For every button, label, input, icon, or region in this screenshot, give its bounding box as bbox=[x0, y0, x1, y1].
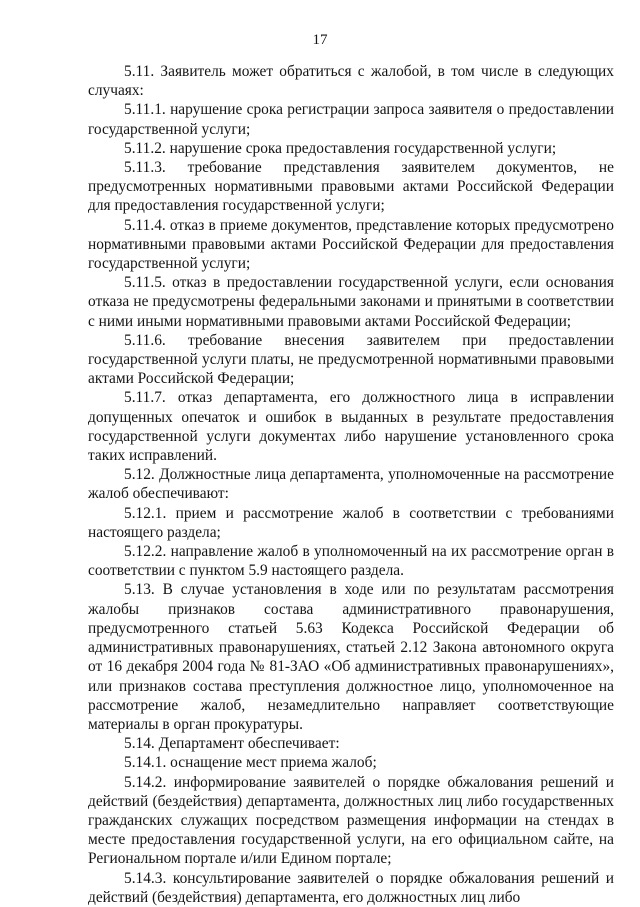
paragraph-5-11-1: 5.11.1. нарушение срока регистрации запроса заявителя о предоставлении государственной услуги; bbox=[88, 101, 614, 138]
paragraph-5-11-2: 5.11.2. нарушение срока предоставления государственной услуги; bbox=[124, 139, 557, 157]
paragraph-5-11-4: 5.11.4. отказ в приеме документов, представление которых предусмотрено нормативными правовыми актами Российской Федерации для предоставления государственной услуги; bbox=[88, 216, 614, 273]
paragraph-5-14: 5.14. Департамент обеспечивает: bbox=[124, 735, 340, 753]
document-body bbox=[88, 62, 614, 907]
paragraph-5-14-2: 5.14.2. информирование заявителей о порядке обжалования решений и действий (бездействия) департамента, должностных лиц либо государственных гражданских служащих посредством размещения информации на стендах в месте предоставления государственной услуги, на его официальном сайте, на Региональном портале и/или Едином портале; bbox=[88, 773, 614, 868]
paragraph-5-11-7: 5.11.7. отказ департамента, его должностного лица в исправлении допущенных опечаток и ошибок в выданных в результате предоставления государственной услуги документах либо нарушение установленного срока таких исправлений. bbox=[88, 389, 614, 465]
paragraph-5-11: 5.11. Заявитель может обратиться с жалобой, в том числе в следующих случаях: bbox=[88, 63, 614, 100]
page-number: 17 bbox=[312, 32, 328, 48]
paragraph-5-12-2: 5.12.2. направление жалоб в уполномоченный на их рассмотрение орган в соответствии с пунктом 5.9 настоящего раздела. bbox=[88, 543, 614, 580]
paragraph-5-14-3: 5.14.3. консультирование заявителей о порядке обжалования решений и действий (бездействия) департамента, его должностных лиц либо bbox=[88, 869, 614, 906]
paragraph-5-12: 5.12. Должностные лица департамента, уполномоченные на рассмотрение жалоб обеспечивают: bbox=[88, 466, 614, 503]
paragraph-5-11-5: 5.11.5. отказ в предоставлении государственной услуги, если основания отказа не предусмотрены федеральными законами и принятыми в соответствии с ними иными нормативными правовыми актами Российской Федерации; bbox=[88, 274, 614, 330]
paragraph-5-13: 5.13. В случае установления в ходе или по результатам рассмотрения жалобы признаков состава административного правонарушения, предусмотренного статьей 5.63 Кодекса Российской Федерации об административных правонарушениях, статьей 2.12 Закона автономного округа от 16 декабря 2004 года № 81-ЗАО «Об административных правонарушениях», или признаков состава преступления должностное лицо, уполномоченное на рассмотрение жалоб, незамедлительно направляет соответствующие материалы в орган прокуратуры. bbox=[88, 581, 614, 733]
paragraph-5-14-1: 5.14.1. оснащение мест приема жалоб; bbox=[124, 754, 377, 772]
paragraph-5-11-3: 5.11.3. требование представления заявителем документов, не предусмотренных нормативными правовыми актами Российской Федерации для предоставления государственной услуги; bbox=[88, 159, 614, 215]
paragraph-5-11-6: 5.11.6. требование внесения заявителем при предоставлении государственной услуги платы, не предусмотренной нормативными правовыми актами Российской Федерации; bbox=[88, 331, 614, 388]
paragraph-5-12-1: 5.12.1. прием и рассмотрение жалоб в соответствии с требованиями настоящего раздела; bbox=[88, 504, 614, 541]
